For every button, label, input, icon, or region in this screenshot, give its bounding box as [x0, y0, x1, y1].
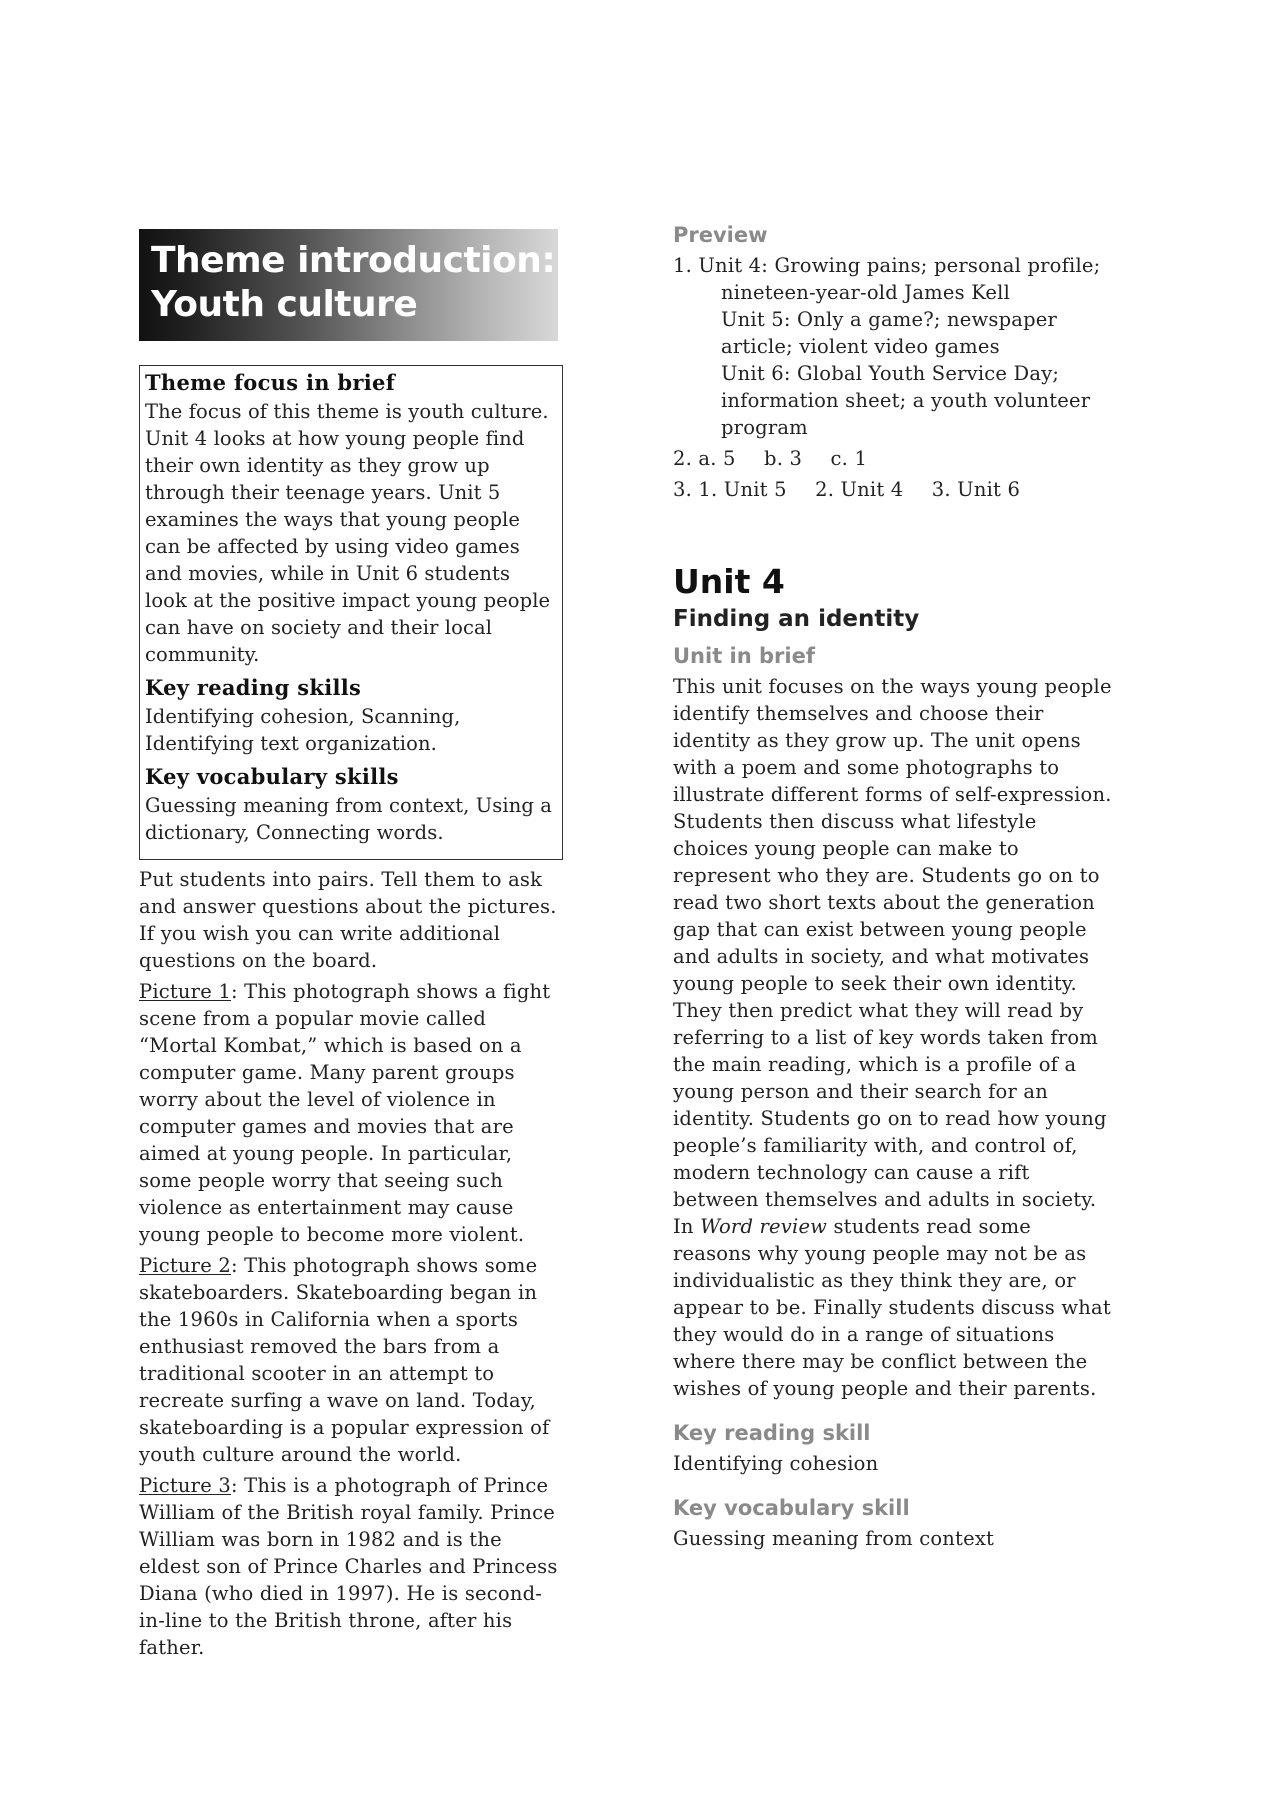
left-body: [139, 866, 566, 1661]
preview-item-3: [673, 476, 1113, 503]
reading-skills-text: Identifying cohesion, Scanning, Identifying text organization.: [145, 705, 461, 755]
theme-focus-box: [139, 365, 563, 860]
vocab-skills-title: Key vocabulary skills: [145, 764, 399, 789]
picture-3-paragraph: [139, 1472, 566, 1661]
preview-line: information sheet; a youth volunteer: [721, 389, 1091, 412]
preview-answer: 3. 1. Unit 5: [673, 478, 787, 501]
right-column: [673, 222, 1113, 1552]
key-reading-skill-text: Identifying cohesion: [673, 1452, 879, 1475]
banner-line-1: Theme introduction:: [151, 240, 556, 281]
unit-subtitle: Finding an identity: [673, 606, 920, 632]
preview-item-2: [673, 445, 1113, 472]
unit-title: Unit 4: [673, 562, 785, 601]
preview-item-1-number: 1.: [673, 254, 693, 277]
focus-text: The focus of this theme is youth culture. Unit 4 looks at how young people find their own identity as they grow up through their teenage years. Unit 5 examines the ways that young people can be affected by using video games and movies, while in Unit 6 students look at the positive impact young people can have on society and their local community.: [145, 400, 551, 666]
key-vocab-skill-text: Guessing meaning from context: [673, 1527, 995, 1550]
preview-list: [673, 252, 1113, 503]
picture-1-text: : This photograph shows a fight scene from a popular movie called “Mortal Kombat,” which is based on a computer game. Many parent groups worry about the level of violence in computer games and movies that are aimed at young people. In particular, some people worry that seeing such violence as entertainment may cause young people to become more violent.: [139, 980, 551, 1246]
preview-answer: 2. a. 5: [673, 447, 736, 470]
preview-item-1: [673, 252, 1113, 441]
picture-1-paragraph: [139, 978, 566, 1248]
picture-2-paragraph: [139, 1252, 566, 1468]
preview-line: article; violent video games: [721, 335, 1000, 358]
unit-in-brief-text: [673, 673, 1113, 1402]
picture-2-text: : This photograph shows some skateboarders. Skateboarding began in the 1960s in California when a sports enthusiast removed the bars from a traditional scooter in an attempt to recreate surfing a wave on land. Today, skateboarding is a popular expression of youth culture around the world.: [139, 1254, 550, 1466]
banner-line-2: Youth culture: [151, 284, 418, 325]
vocab-skills-text: Guessing meaning from context, Using a dictionary, Connecting words.: [145, 794, 552, 844]
preview-answer: b. 3: [764, 447, 803, 470]
brief-part-1: This unit focuses on the ways young people identify themselves and choose their identity as they grow up. The unit opens with a poem and some photographs to illustrate different forms of self-expression. Students then discuss what lifestyle choices young people can make to represent who they are. Students go on to read two short texts about the generation gap that can exist between young people and adults in society, and what motivates young people to seek their own identity. They then predict what they will read by referring to a list of key words taken from the main reading, which is a profile of a young person and their search for an identity. Students go on to read how young people’s familiarity with, and control of, modern technology can cause a rift between themselves and adults in society. In: [673, 675, 1112, 1238]
preview-line: Unit 4: Growing pains; personal profile;: [698, 254, 1101, 277]
key-vocab-skill-title: Key vocabulary skill: [673, 1496, 910, 1520]
picture-2-label: Picture 2: [139, 1254, 231, 1277]
reading-skills-title: Key reading skills: [145, 675, 362, 700]
preview-line: nineteen-year-old James Kell: [721, 281, 1011, 304]
preview-title: Preview: [673, 223, 768, 247]
preview-line: Unit 5: Only a game?; newspaper: [721, 308, 1058, 331]
preview-line: program: [721, 416, 808, 439]
preview-answer: c. 1: [830, 447, 868, 470]
brief-part-2: students read some reasons why young people may not be as individualistic as they think they are, or appear to be. Finally students discuss what they would do in a range of situations where there may be conflict between the wishes of young people and their parents.: [673, 1215, 1111, 1400]
unit-in-brief-title: Unit in brief: [673, 644, 815, 668]
key-reading-skill-title: Key reading skill: [673, 1421, 871, 1445]
picture-3-label: Picture 3: [139, 1474, 231, 1497]
preview-answer: 3. Unit 6: [931, 478, 1021, 501]
intro-paragraph: Put students into pairs. Tell them to ask and answer questions about the pictures. If you wish you can write additional questions on the board.: [139, 868, 557, 972]
picture-1-label: Picture 1: [139, 980, 231, 1003]
preview-item-1-lines: [697, 279, 1113, 441]
left-column: [139, 229, 566, 1665]
picture-3-text: : This is a photograph of Prince William of the British royal family. Prince William was born in 1982 and is the eldest son of Prince Charles and Princess Diana (who died in 1997). He is second-in-line to the British throne, after his father.: [139, 1474, 558, 1659]
theme-banner: [139, 229, 558, 341]
preview-line: Unit 6: Global Youth Service Day;: [721, 362, 1060, 385]
brief-italic: Word review: [700, 1215, 828, 1238]
preview-answer: 2. Unit 4: [815, 478, 904, 501]
focus-title: Theme focus in brief: [145, 370, 396, 395]
